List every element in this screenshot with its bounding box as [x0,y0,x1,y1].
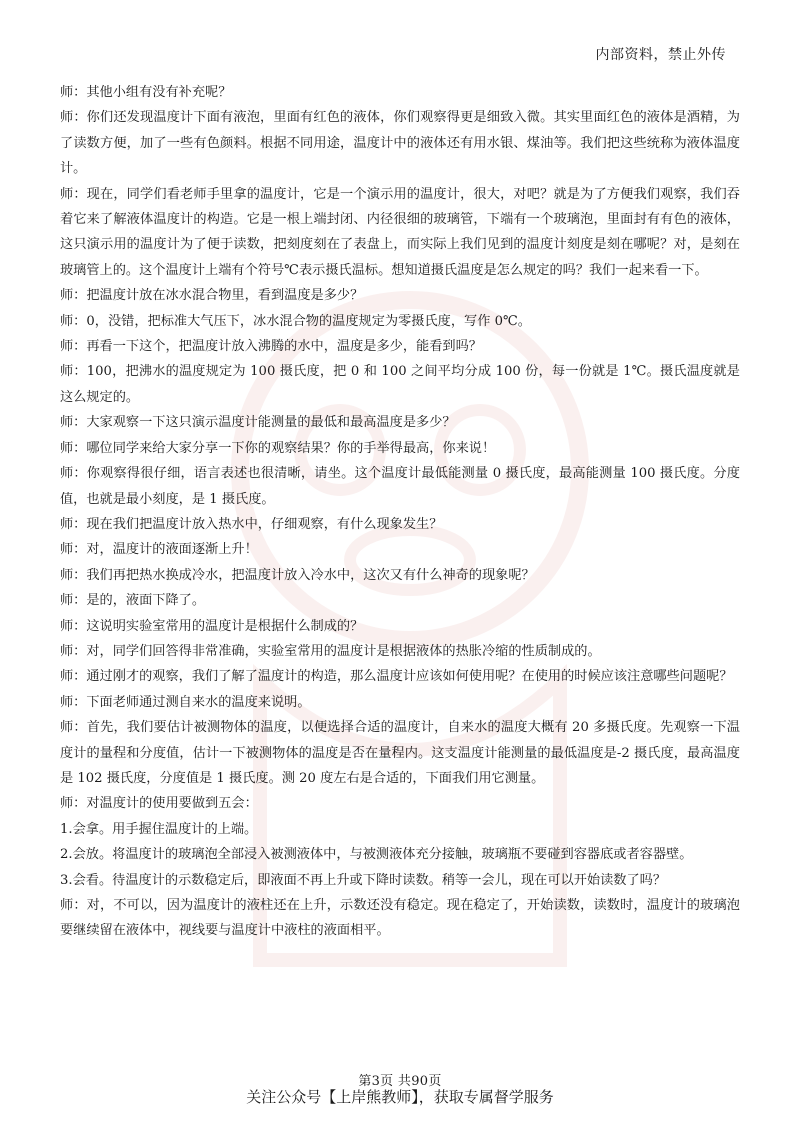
paragraph: 师：我们再把热水换成冷水，把温度计放入冷水中，这次又有什么神奇的现象呢？ [60,567,535,583]
paragraph: 师：哪位同学来给大家分享一下你的观察结果？你的手举得最高，你来说！ [60,440,496,456]
list-item: 3.会看。待温度计的示数稳定后，即液面不再上升或下降时读数。稍等一会儿，现在可以开始读数了吗？ [60,872,667,888]
paragraph: 师：现在，同学们看老师手里拿的温度计，它是一个演示用的温度计，很大，对吧？就是为了方便我们观察，我们吞着它来了解液体温度计的构造。它是一根上端封闭、内径很细的玻璃管，下端有一个玻璃泡，里面封有有色的液体，这只演示用的温度计为了便于读数，把刻度刻在了表盘上，而实际上我们见到的温度计刻度是刻在哪呢？对，是刻在玻璃管上的。这个温度计上端有个符号℃表示摄氏温标。想知道摄氏温度是怎么规定的吗？我们一起来看一下。 [60,186,740,278]
paragraph: 师：通过刚才的观察，我们了解了温度计的构造，那么温度计应该如何使用呢？在使用的时候应该注意哪些问题呢？ [60,669,733,685]
paragraph: 师：现在我们把温度计放入热水中，仔细观察，有什么现象发生？ [60,516,443,532]
list-item: 2.会放。将温度计的玻璃泡全部浸入被测液体中，与被测液体充分接触，玻璃瓶不要碰到容器底或者容器壁。 [60,847,693,863]
paragraph: 师：是的，液面下降了。 [60,593,206,609]
paragraph: 师：把温度计放在冰水混合物里，看到温度是多少？ [60,288,364,304]
paragraph: 师：这说明实验室常用的温度计是根据什么制成的？ [60,618,364,634]
page-number: 第3页 共90页 [358,1074,442,1089]
document-body [60,80,740,944]
paragraph: 师：再看一下这个，把温度计放入沸腾的水中，温度是多少，能看到吗？ [60,339,482,355]
paragraph: 师：你们还发现温度计下面有液泡，里面有红色的液体，你们观察得更是细致入微。其实里面红色的液体是酒精，为了读数方便，加了一些有色颜料。根据不同用途，温度计中的液体还有用水银、煤油等。我们把这些统称为液体温度计。 [60,110,740,177]
paragraph: 师：下面老师通过测自来水的温度来说明。 [60,694,311,710]
paragraph: 师：0，没错，把标准大气压下，冰水混合物的温度规定为零摄氏度，写作 0℃。 [60,313,531,329]
paragraph: 师：对，温度计的液面逐渐上升！ [60,542,258,558]
paragraph: 师：对，同学们回答得非常准确，实验室常用的温度计是根据液体的热胀冷缩的性质制成的。 [60,643,601,659]
list-item: 1.会拿。用手握住温度计的上端。 [60,821,258,837]
paragraph: 师：对温度计的使用要做到五会： [60,796,258,812]
paragraph: 师：其他小组有没有补充呢？ [60,85,232,100]
footer-note: 关注公众号【上岸熊教师】，获取专属督学服务 [246,1088,554,1106]
header-note: 内部资料，禁止外传 [595,47,726,63]
paragraph: 师：100，把沸水的温度规定为 100 摄氏度，把 0 和 100 之间平均分成 100 份，每一份就是 1℃。摄氏温度就是这么规定的。 [60,364,740,405]
paragraph: 师：首先，我们要估计被测物体的温度，以便选择合适的温度计，自来水的温度大概有 20 多摄氏度。先观察一下温度计的量程和分度值，估计一下被测物体的温度是否在量程内。这支温度计能测量的最低温度是-2 摄氏度，最高温度是 102 摄氏度，分度值是 1 摄氏度。测 20 度左右是合适的，下面我们用它测量。 [60,720,740,786]
paragraph: 师：对，不可以，因为温度计的液柱还在上升，示数还没有稳定。现在稳定了，开始读数，读数时，温度计的玻璃泡要继续留在液体中，视线要与温度计中液柱的液面相平。 [60,898,740,939]
paragraph: 师：你观察得很仔细，语言表述也很清晰，请坐。这个温度计最低能测量 0 摄氏度，最高能测量 100 摄氏度。分度值，也就是最小刻度，是 1 摄氏度。 [60,466,740,507]
paragraph: 师：大家观察一下这只演示温度计能测量的最低和最高温度是多少？ [60,415,456,431]
